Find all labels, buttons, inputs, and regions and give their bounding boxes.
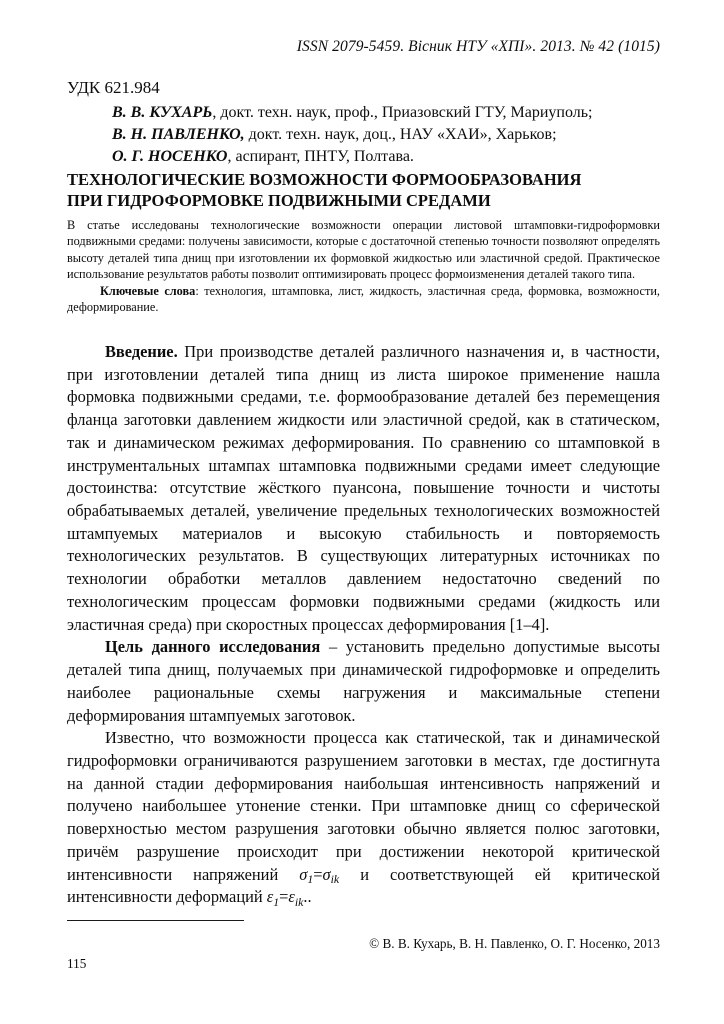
keywords-list: : технология, штамповка, лист, жидкость, эластичная среда, формовка, возможности, деформирование. [67,283,660,315]
author-line [112,124,660,146]
article-title-line-2: ПРИ ГИДРОФОРМОВКЕ ПОДВИЖНЫМИ СРЕДАМИ [67,190,491,210]
author-name: О. Г. НОСЕНКО [112,147,228,165]
keywords-label: Ключевые слова [100,283,196,298]
page-number: 115 [67,956,87,972]
paragraph-text: При производстве деталей различного назначения и, в частности, при изготовлении деталей типа днищ из листа широкое применение нашла формовка подвижными средами, т.е. формообразование деталей без перемещения фланца заготовки давлением жидкости или эластичной средой, как в статическом, так и динамическом режимах деформирования. По сравнению со штамповкой в инструментальных штампах штамповка подвижными средами имеет следующие достоинства: отсутствие жёсткого пуансона, повышение точности и чистоты обрабатываемых деталей, увеличение предельных технологических возможностей штампуемых материалов и высокую стабильность и повторяемость технологических результатов. В существующих литературных источниках по технологии обработки металлов давлением недостаточно сведений по технологическим процессам формовки подвижными средами (жидкость или эластичная среда) при скоростных процессах деформирования [1–4]. [67,342,660,634]
author-name: В. В. КУХАРЬ [112,104,213,121]
author-affiliation: , аспирант, ПНТУ, Полтава. [227,147,414,165]
footnote-separator-rule [67,920,244,921]
running-head: ISSN 2079-5459. Вісник НТУ «ХПІ». 2013. № 42 (1015) [296,38,660,55]
epsilon-formula: $\varepsilon_1=\varepsilon_{ik}$ [266,887,304,909]
page-footer [67,934,660,973]
body-paragraph-objective [67,636,660,727]
paragraph-text: .. [303,887,312,907]
abstract-text: В статье исследованы технологические возможности операции листовой штамповки-гидроформовки подвижными средами: получены зависимости, которые с достаточной степенью точности позволяют определять высоту деталей типа днищ при изготовлении их формовкой жидкостью или эластичной средой. Практическое использование результатов работы позволит оптимизировать процесс формоизменения деталей такого типа. [67,218,660,282]
sigma-formula: $\sigma_1=\sigma_{ik}$ [299,864,340,886]
article-title-line-1: ТЕХНОЛОГИЧЕСКИЕ ВОЗМОЖНОСТИ ФОРМООБРАЗОВАНИЯ [67,170,582,189]
author-name: В. Н. ПАВЛЕНКО, [112,125,245,143]
abstract-block [67,217,660,316]
keywords-paragraph [67,283,660,316]
paragraph-lead-in: Цель данного исследования [105,637,321,657]
body-paragraph-known [67,727,660,909]
paragraph-lead-in: Введение. [105,342,178,361]
article-body [67,341,660,909]
copyright-notice: © В. В. Кухарь, В. Н. Павленко, О. Г. Носенко, 2013 [369,936,660,951]
author-line [112,102,660,124]
udc-code: УДК 621.984 [67,78,160,97]
paragraph-text: Известно, что возможности процесса как статической, так и динамической гидроформовки ограничиваются разрушением заготовки в местах, где достигнута на данной стадии деформирования наибольшая интенсивность напряжений и получено наибольшее утонение стенки. При штамповке днищ со сферической поверхностью местом разрушения заготовки обычно является полюс заготовки, причём разрушение происходит при достижении некоторой критической интенсивности напряжений [67,728,660,884]
article-title [67,170,660,212]
author-block [112,102,660,168]
paragraph-text: и соответствующей ей критической интенсивности деформаций [67,864,660,907]
author-line [112,146,660,168]
body-paragraph-introduction [67,341,660,636]
author-affiliation: , докт. техн. наук, проф., Приазовский ГТУ, Мариуполь; [212,104,593,121]
author-affiliation: докт. техн. наук, доц., НАУ «ХАИ», Харьков; [244,125,557,143]
paragraph-text: – установить предельно допустимые высоты деталей типа днищ, получаемых при динамической гидроформовке и определить наиболее рациональные схемы нагружения и максимальные степени деформирования штампуемых заготовок. [67,637,660,725]
